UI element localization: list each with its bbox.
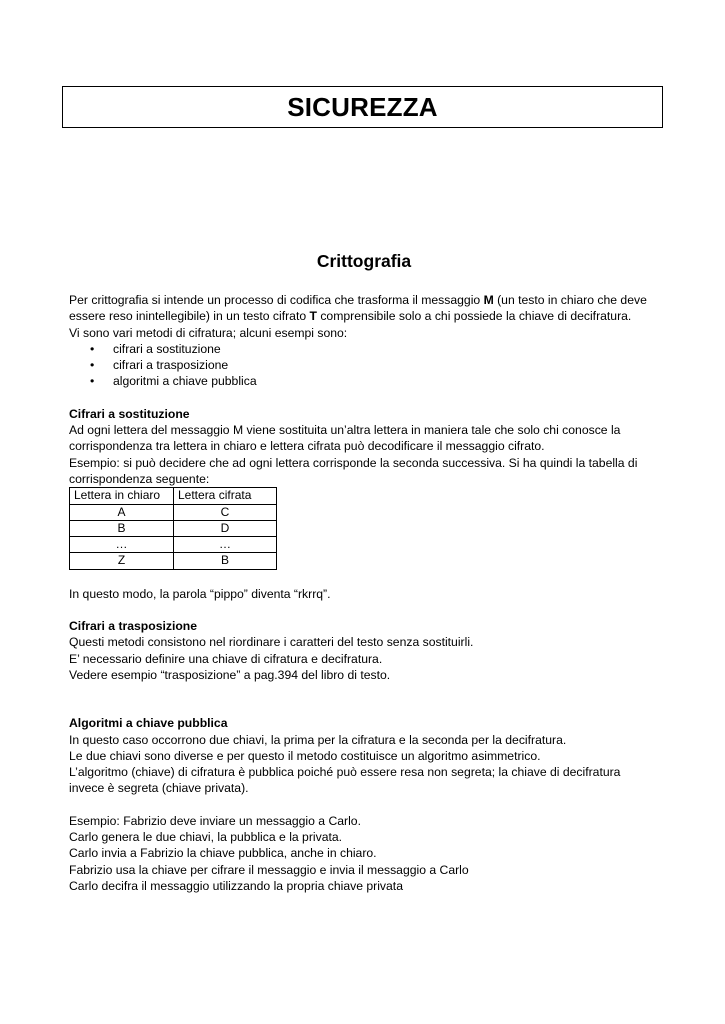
table-header-cell: Lettera cifrata	[174, 488, 277, 504]
subsection-title-pubblica: Algoritmi a chiave pubblica	[69, 716, 228, 731]
table-cell: B	[70, 520, 174, 536]
table-cell: …	[70, 537, 174, 553]
example-line: Fabrizio usa la chiave per cifrare il messaggio e invia il messaggio a Carlo	[69, 862, 469, 877]
table-cell: …	[174, 537, 277, 553]
subsection-title-trasposizione: Cifrari a trasposizione	[69, 619, 198, 634]
table-cell: C	[174, 504, 277, 520]
pubblica-line: In questo caso occorrono due chiavi, la prima per la cifratura e la seconda per la decifratura.	[69, 732, 567, 747]
list-item-text: algoritmi a chiave pubblica	[113, 374, 257, 389]
intro-line-2: Vi sono vari metodi di cifratura; alcuni esempi sono:	[69, 325, 348, 340]
correspondence-table	[69, 487, 277, 569]
trasposizione-line: E’ necessario definire una chiave di cifratura e decifratura.	[69, 651, 383, 666]
intro-text-2: (un testo in chiaro che deve essere reso inintellegibile) in un testo cifrato	[69, 293, 647, 324]
table-cell: A	[70, 504, 174, 520]
trasposizione-line: Questi metodi consistono nel riordinare i caratteri del testo senza sostituirli.	[69, 635, 474, 650]
bullet-icon: •	[90, 341, 95, 356]
sostituzione-result: In questo modo, la parola “pippo” diventa “rkrrq”.	[69, 586, 331, 601]
example-line: Carlo decifra il messaggio utilizzando la propria chiave privata	[69, 878, 403, 893]
bullet-icon: •	[90, 374, 95, 389]
intro-bold-m: M	[483, 293, 494, 307]
title-box	[62, 86, 663, 128]
pubblica-line: L’algoritmo (chiave) di cifratura è pubblica poiché può essere resa non segreta; la chiave di decifratura invece è segreta (chiave privata).	[69, 765, 621, 796]
methods-list	[69, 341, 659, 390]
sostituzione-text-1: Ad ogni lettera del messaggio M viene sostituita un’altra lettera in maniera tale che solo chi conosce la corrispondenza tra lettera in chiaro e lettera cifrata può decodificare il messaggio cifrato.	[69, 423, 621, 454]
pubblica-line: Le due chiavi sono diverse e per questo il metodo costituisce un algoritmo asimmetrico.	[69, 748, 541, 763]
intro-text-1: Per crittografia si intende un processo di codifica che trasforma il messaggio	[69, 293, 484, 307]
list-item	[90, 357, 659, 373]
document-body	[69, 250, 659, 894]
spacer	[69, 602, 659, 618]
intro-text-3: comprensibile solo a chi possiede la chiave di decifratura.	[316, 309, 632, 324]
bullet-icon: •	[90, 358, 95, 373]
list-item-text: cifrari a sostituzione	[113, 341, 221, 356]
example-line: Esempio: Fabrizio deve inviare un messaggio a Carlo.	[69, 813, 361, 828]
table-row	[70, 537, 277, 553]
section-heading: Crittografia	[316, 251, 412, 271]
table-row	[70, 553, 277, 569]
spacer	[69, 390, 659, 406]
subsection-title-sostituzione: Cifrari a sostituzione	[69, 406, 190, 421]
intro-bold-t: T	[309, 309, 317, 324]
table-cell: Z	[70, 553, 174, 569]
intro-paragraph	[69, 292, 659, 325]
table-cell: D	[174, 520, 277, 536]
table-header-cell: Lettera in chiaro	[70, 488, 174, 504]
list-item	[90, 373, 659, 389]
list-item	[90, 341, 659, 357]
table-cell: B	[174, 553, 277, 569]
trasposizione-line: Vedere esempio “trasposizione” a pag.394 del libro di testo.	[69, 667, 391, 682]
table-row	[70, 520, 277, 536]
example-line: Carlo invia a Fabrizio la chiave pubblica, anche in chiaro.	[69, 846, 377, 861]
example-line: Carlo genera le due chiavi, la pubblica e la privata.	[69, 830, 343, 845]
sostituzione-text-2: Esempio: si può decidere che ad ogni lettera corrisponde la seconda successiva. Si ha quindi la tabella di corrispondenza seguente:	[69, 455, 638, 486]
spacer	[69, 683, 659, 715]
table-header-row	[70, 488, 277, 504]
page-title: SICUREZZA	[287, 91, 438, 122]
spacer	[69, 797, 659, 813]
table-row	[70, 504, 277, 520]
list-item-text: cifrari a trasposizione	[113, 358, 229, 373]
spacer	[69, 570, 659, 586]
